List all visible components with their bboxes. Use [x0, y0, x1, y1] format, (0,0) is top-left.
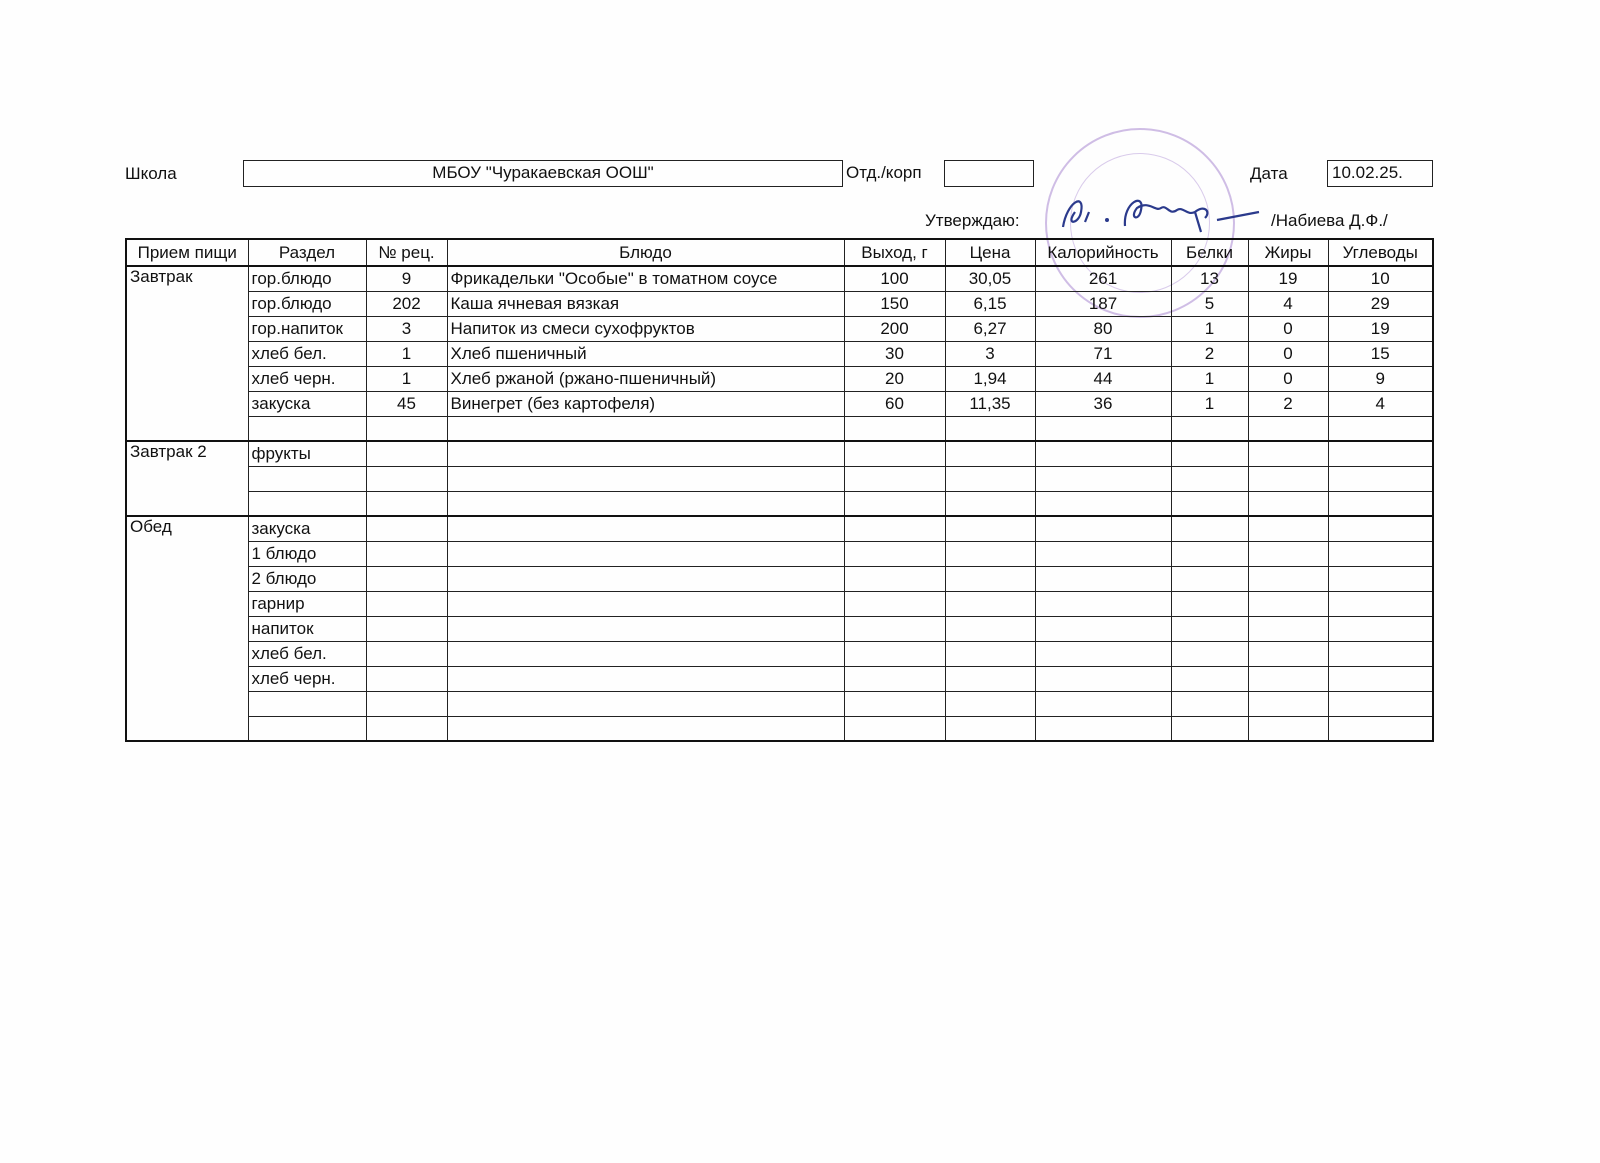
protein-cell	[1171, 641, 1248, 666]
fat-cell	[1248, 691, 1328, 716]
yield-cell: 200	[844, 316, 945, 341]
carbs-cell	[1328, 666, 1433, 691]
yield-cell	[844, 616, 945, 641]
approve-label: Утверждаю:	[925, 211, 1020, 230]
yield-cell	[844, 466, 945, 491]
calories-cell	[1035, 416, 1171, 441]
yield-cell: 150	[844, 291, 945, 316]
recipe-no-cell	[366, 441, 447, 466]
protein-cell: 13	[1171, 266, 1248, 291]
carbs-cell: 4	[1328, 391, 1433, 416]
dish-cell: Хлеб пшеничный	[447, 341, 844, 366]
table-row	[126, 641, 1433, 666]
section-cell: хлеб черн.	[248, 366, 366, 391]
carbs-cell	[1328, 591, 1433, 616]
dish-cell	[447, 616, 844, 641]
section-cell: закуска	[248, 516, 366, 541]
col-header-carbs: Углеводы	[1328, 239, 1433, 266]
protein-cell	[1171, 566, 1248, 591]
recipe-no-cell	[366, 691, 447, 716]
dish-cell: Хлеб ржаной (ржано-пшеничный)	[447, 366, 844, 391]
section-cell: 1 блюдо	[248, 541, 366, 566]
carbs-cell: 15	[1328, 341, 1433, 366]
col-header-fat: Жиры	[1248, 239, 1328, 266]
fat-cell	[1248, 641, 1328, 666]
fat-cell	[1248, 616, 1328, 641]
price-cell: 11,35	[945, 391, 1035, 416]
price-cell: 6,15	[945, 291, 1035, 316]
protein-cell: 1	[1171, 366, 1248, 391]
fat-cell: 0	[1248, 366, 1328, 391]
section-cell: напиток	[248, 616, 366, 641]
protein-cell	[1171, 541, 1248, 566]
section-cell: хлеб бел.	[248, 641, 366, 666]
table-row	[126, 516, 1433, 541]
school-label: Школа	[125, 164, 177, 183]
recipe-no-cell	[366, 616, 447, 641]
section-cell	[248, 691, 366, 716]
price-cell	[945, 716, 1035, 741]
protein-cell	[1171, 466, 1248, 491]
calories-cell	[1035, 616, 1171, 641]
protein-cell	[1171, 616, 1248, 641]
calories-cell	[1035, 566, 1171, 591]
fat-cell	[1248, 416, 1328, 441]
meal-cell: Завтрак 2	[126, 441, 248, 516]
dish-cell	[447, 666, 844, 691]
calories-cell: 44	[1035, 366, 1171, 391]
carbs-cell: 9	[1328, 366, 1433, 391]
table-row	[126, 441, 1433, 466]
yield-cell	[844, 691, 945, 716]
carbs-cell: 19	[1328, 316, 1433, 341]
table-row	[126, 266, 1433, 291]
price-cell	[945, 516, 1035, 541]
fat-cell	[1248, 491, 1328, 516]
calories-cell: 71	[1035, 341, 1171, 366]
table-header-row	[126, 239, 1433, 266]
recipe-no-cell: 1	[366, 366, 447, 391]
col-header-meal: Прием пищи	[126, 239, 248, 266]
price-cell	[945, 691, 1035, 716]
carbs-cell	[1328, 566, 1433, 591]
dish-cell	[447, 641, 844, 666]
calories-cell	[1035, 591, 1171, 616]
price-cell	[945, 616, 1035, 641]
carbs-cell	[1328, 541, 1433, 566]
fat-cell: 4	[1248, 291, 1328, 316]
table-row	[126, 491, 1433, 516]
price-cell	[945, 591, 1035, 616]
signature	[1045, 182, 1275, 244]
dish-cell	[447, 716, 844, 741]
fat-cell	[1248, 591, 1328, 616]
dish-cell: Винегрет (без картофеля)	[447, 391, 844, 416]
dish-cell	[447, 566, 844, 591]
dept-label: Отд./корп	[846, 163, 922, 182]
table-row	[126, 291, 1433, 316]
yield-cell	[844, 666, 945, 691]
table-row	[126, 316, 1433, 341]
dish-cell: Фрикадельки "Особые" в томатном соусе	[447, 266, 844, 291]
table-row	[126, 541, 1433, 566]
price-cell	[945, 566, 1035, 591]
col-header-dish: Блюдо	[447, 239, 844, 266]
col-header-recipe-no: № рец.	[366, 239, 447, 266]
calories-cell	[1035, 541, 1171, 566]
carbs-cell	[1328, 716, 1433, 741]
calories-cell	[1035, 691, 1171, 716]
price-cell	[945, 666, 1035, 691]
section-cell: фрукты	[248, 441, 366, 466]
section-cell	[248, 466, 366, 491]
protein-cell	[1171, 491, 1248, 516]
price-cell: 6,27	[945, 316, 1035, 341]
col-header-protein: Белки	[1171, 239, 1248, 266]
price-cell	[945, 491, 1035, 516]
carbs-cell: 10	[1328, 266, 1433, 291]
section-cell	[248, 716, 366, 741]
recipe-no-cell	[366, 641, 447, 666]
approver-name: /Набиева Д.Ф./	[1271, 211, 1388, 230]
calories-cell: 187	[1035, 291, 1171, 316]
section-cell	[248, 416, 366, 441]
fat-cell: 0	[1248, 316, 1328, 341]
calories-cell	[1035, 441, 1171, 466]
dish-cell	[447, 491, 844, 516]
menu-table	[125, 238, 1434, 742]
section-cell: 2 блюдо	[248, 566, 366, 591]
section-cell: гор.блюдо	[248, 291, 366, 316]
fat-cell: 0	[1248, 341, 1328, 366]
table-row	[126, 716, 1433, 741]
dish-cell	[447, 591, 844, 616]
dish-cell	[447, 416, 844, 441]
protein-cell: 5	[1171, 291, 1248, 316]
yield-cell	[844, 591, 945, 616]
section-cell: закуска	[248, 391, 366, 416]
table-row	[126, 566, 1433, 591]
price-cell	[945, 641, 1035, 666]
yield-cell: 60	[844, 391, 945, 416]
yield-cell	[844, 641, 945, 666]
carbs-cell	[1328, 441, 1433, 466]
price-cell	[945, 466, 1035, 491]
fat-cell	[1248, 441, 1328, 466]
carbs-cell: 29	[1328, 291, 1433, 316]
calories-cell	[1035, 666, 1171, 691]
dept-field	[944, 160, 1034, 187]
calories-cell	[1035, 466, 1171, 491]
yield-cell	[844, 566, 945, 591]
yield-cell: 100	[844, 266, 945, 291]
section-cell: хлеб черн.	[248, 666, 366, 691]
protein-cell: 1	[1171, 391, 1248, 416]
protein-cell	[1171, 691, 1248, 716]
calories-cell: 261	[1035, 266, 1171, 291]
carbs-cell	[1328, 616, 1433, 641]
carbs-cell	[1328, 466, 1433, 491]
price-cell: 3	[945, 341, 1035, 366]
dish-cell	[447, 541, 844, 566]
recipe-no-cell	[366, 591, 447, 616]
meal-cell: Обед	[126, 516, 248, 741]
col-header-section: Раздел	[248, 239, 366, 266]
table-row	[126, 416, 1433, 441]
date-label: Дата	[1250, 164, 1288, 183]
school-name-field: МБОУ "Чуракаевская ООШ"	[243, 160, 843, 187]
fat-cell: 2	[1248, 391, 1328, 416]
carbs-cell	[1328, 516, 1433, 541]
protein-cell	[1171, 591, 1248, 616]
fat-cell	[1248, 716, 1328, 741]
recipe-no-cell	[366, 566, 447, 591]
table-row	[126, 391, 1433, 416]
calories-cell: 36	[1035, 391, 1171, 416]
price-cell: 1,94	[945, 366, 1035, 391]
col-header-yield: Выход, г	[844, 239, 945, 266]
fat-cell: 19	[1248, 266, 1328, 291]
protein-cell: 1	[1171, 316, 1248, 341]
table-row	[126, 466, 1433, 491]
dish-cell	[447, 516, 844, 541]
table-row	[126, 616, 1433, 641]
calories-cell	[1035, 491, 1171, 516]
recipe-no-cell	[366, 716, 447, 741]
recipe-no-cell	[366, 416, 447, 441]
yield-cell	[844, 516, 945, 541]
table-row	[126, 366, 1433, 391]
price-cell: 30,05	[945, 266, 1035, 291]
col-header-price: Цена	[945, 239, 1035, 266]
fat-cell	[1248, 666, 1328, 691]
yield-cell: 30	[844, 341, 945, 366]
section-cell: гарнир	[248, 591, 366, 616]
recipe-no-cell: 202	[366, 291, 447, 316]
recipe-no-cell: 3	[366, 316, 447, 341]
price-cell	[945, 416, 1035, 441]
fat-cell	[1248, 566, 1328, 591]
recipe-no-cell	[366, 516, 447, 541]
calories-cell	[1035, 516, 1171, 541]
fat-cell	[1248, 466, 1328, 491]
dish-cell: Каша ячневая вязкая	[447, 291, 844, 316]
table-row	[126, 666, 1433, 691]
protein-cell: 2	[1171, 341, 1248, 366]
fat-cell	[1248, 516, 1328, 541]
recipe-no-cell	[366, 666, 447, 691]
section-cell: хлеб бел.	[248, 341, 366, 366]
yield-cell: 20	[844, 366, 945, 391]
price-cell	[945, 441, 1035, 466]
carbs-cell	[1328, 641, 1433, 666]
recipe-no-cell: 45	[366, 391, 447, 416]
yield-cell	[844, 491, 945, 516]
price-cell	[945, 541, 1035, 566]
recipe-no-cell	[366, 491, 447, 516]
calories-cell	[1035, 716, 1171, 741]
protein-cell	[1171, 441, 1248, 466]
col-header-calories: Калорийность	[1035, 239, 1171, 266]
dish-cell	[447, 441, 844, 466]
yield-cell	[844, 441, 945, 466]
table-row	[126, 591, 1433, 616]
carbs-cell	[1328, 691, 1433, 716]
protein-cell	[1171, 666, 1248, 691]
yield-cell	[844, 416, 945, 441]
protein-cell	[1171, 716, 1248, 741]
date-field: 10.02.25.	[1327, 160, 1433, 187]
recipe-no-cell: 1	[366, 341, 447, 366]
recipe-no-cell	[366, 541, 447, 566]
recipe-no-cell	[366, 466, 447, 491]
dish-cell	[447, 466, 844, 491]
table-row	[126, 341, 1433, 366]
dish-cell: Напиток из смеси сухофруктов	[447, 316, 844, 341]
protein-cell	[1171, 416, 1248, 441]
section-cell: гор.напиток	[248, 316, 366, 341]
section-cell	[248, 491, 366, 516]
section-cell: гор.блюдо	[248, 266, 366, 291]
yield-cell	[844, 541, 945, 566]
meal-cell: Завтрак	[126, 266, 248, 441]
fat-cell	[1248, 541, 1328, 566]
carbs-cell	[1328, 416, 1433, 441]
protein-cell	[1171, 516, 1248, 541]
table-row	[126, 691, 1433, 716]
dish-cell	[447, 691, 844, 716]
carbs-cell	[1328, 491, 1433, 516]
calories-cell: 80	[1035, 316, 1171, 341]
recipe-no-cell: 9	[366, 266, 447, 291]
calories-cell	[1035, 641, 1171, 666]
yield-cell	[844, 716, 945, 741]
